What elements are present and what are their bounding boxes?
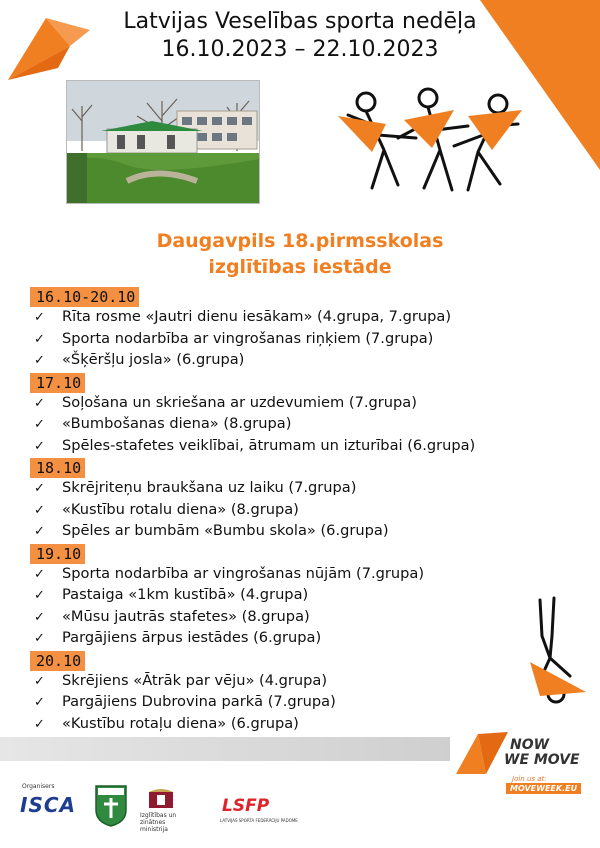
- date-label: 19.10: [30, 544, 85, 564]
- date-label: 20.10: [30, 651, 85, 671]
- page-title-line1: Latvijas Veselības sporta nedēļa: [123, 9, 477, 34]
- institution-name-line2: izglītības iestāde: [208, 256, 392, 278]
- schedule-day: [30, 650, 590, 736]
- nwm-line1: NOW: [510, 737, 550, 753]
- activity-item: ✓ Sporta nodarbība ar vingrošanas nūjām (7.grupa): [30, 564, 590, 586]
- activity-schedule: [30, 286, 590, 735]
- kindergarten-building-photo: [66, 80, 260, 204]
- check-icon: ✓: [34, 631, 45, 646]
- activity-item: ✓ Skrējiens «Ātrāk par vēju» (4.grupa): [30, 671, 590, 693]
- check-icon: ✓: [34, 353, 45, 368]
- schedule-day: [30, 372, 590, 458]
- cartwheel-figure-illustration: [510, 596, 590, 708]
- check-icon: ✓: [34, 695, 45, 710]
- check-icon: ✓: [34, 438, 45, 454]
- lsfp-logo: LSFP: [222, 796, 270, 816]
- activity-item: ✓ «Kustību rotaļu diena» (6.grupa): [30, 714, 590, 736]
- activity-item: ✓ «Kustību rotalu diena» (8.grupa): [30, 500, 590, 522]
- check-icon: ✓: [34, 609, 45, 625]
- organisers-label: Organisers: [22, 783, 55, 790]
- check-icon: ✓: [34, 716, 45, 732]
- activity-item: ✓ Sporta nodarbība ar vingrošanas riņķiem (7.grupa): [30, 329, 590, 351]
- stick-figures-illustration: [328, 80, 528, 198]
- activity-item: ✓ «Šķēršļu josla» (6.grupa): [30, 350, 590, 372]
- page-title-dates: 16.10.2023 – 22.10.2023: [161, 37, 439, 62]
- activity-item: ✓ Pargājiens ārpus iestādes (6.grupa): [30, 628, 590, 650]
- check-icon: ✓: [34, 502, 45, 518]
- now-we-move-icon: [456, 730, 508, 776]
- lsa-shield-logo: [94, 784, 128, 828]
- activity-item: ✓ Spēles-stafetes veiklībai, ātrumam un izturībai (6.grupa): [30, 436, 590, 458]
- nwm-url: MOVEWEEK.EU: [506, 783, 581, 794]
- activity-item: ✓ «Bumbošanas diena» (8.grupa): [30, 414, 590, 436]
- ministry-label: Izglītības un zinātnes ministrija: [140, 812, 177, 833]
- lsfp-subtitle: LATVIJAS SPORTA FEDERĀCIJU PADOME: [220, 818, 298, 823]
- activity-item: ✓ Skrējriteņu braukšana uz laiku (7.grupa): [30, 478, 590, 500]
- nwm-join-text: Join us at:: [512, 775, 547, 783]
- activity-item: ✓ «Mūsu jautrās stafetes» (8.grupa): [30, 607, 590, 629]
- date-label: 16.10-20.10: [30, 287, 139, 307]
- isca-logo: ISCA: [20, 793, 77, 817]
- check-icon: ✓: [34, 417, 45, 432]
- check-icon: ✓: [34, 588, 45, 603]
- check-icon: ✓: [34, 395, 45, 411]
- footer-band: [0, 737, 450, 761]
- nwm-line2: WE MOVE: [504, 752, 580, 768]
- check-icon: ✓: [34, 331, 45, 347]
- ministry-crest-icon: [146, 786, 176, 810]
- check-icon: ✓: [34, 524, 45, 539]
- schedule-day: [30, 286, 590, 372]
- check-icon: ✓: [34, 481, 45, 496]
- check-icon: ✓: [34, 566, 45, 582]
- institution-name-line1: Daugavpils 18.pirmsskolas: [156, 230, 444, 252]
- check-icon: ✓: [34, 310, 45, 325]
- activity-item: ✓ Pargājiens Dubrovina parkā (7.grupa): [30, 692, 590, 714]
- activity-item: ✓ Spēles ar bumbām «Bumbu skola» (6.grupa): [30, 521, 590, 543]
- schedule-day: [30, 543, 590, 650]
- check-icon: ✓: [34, 673, 45, 689]
- now-we-move-logo: [456, 728, 596, 798]
- date-label: 18.10: [30, 458, 85, 478]
- schedule-day: [30, 457, 590, 543]
- activity-item: ✓ Pastaiga «1km kustībā» (4.grupa): [30, 585, 590, 607]
- date-label: 17.10: [30, 373, 85, 393]
- activity-item: ✓ Rīta rosme «Jautri dienu iesākam» (4.grupa, 7.grupa): [30, 307, 590, 329]
- activity-item: ✓ Soļošana un skriešana ar uzdevumiem (7.grupa): [30, 393, 590, 415]
